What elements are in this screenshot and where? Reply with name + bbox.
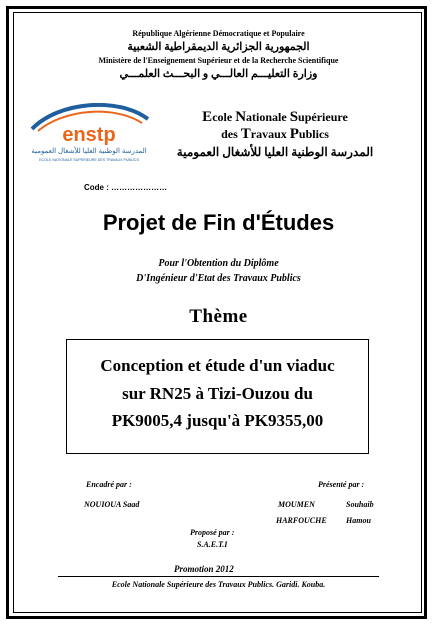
logo-caption-ar: المدرسة الوطنية العليا للأشغال العمومية	[31, 148, 147, 155]
diploma-line-2: D'Ingénieur d'Etat des Travaux Publics	[136, 273, 301, 284]
republic-fr: République Algérienne Démocratique et Populaire	[132, 29, 305, 38]
theme-line-1: Conception et étude d'un viaduc	[100, 356, 335, 375]
footer-divider	[58, 576, 379, 577]
document-title: Projet de Fin d'Études	[102, 210, 335, 235]
code-field: Code : …………………	[84, 183, 168, 192]
logo-graphic	[24, 103, 154, 169]
student-1-last: MOUMEN	[278, 500, 315, 509]
diploma-line-1: Pour l'Obtention du Diplôme	[158, 258, 279, 269]
school-name-line2: des Travaux Publics	[221, 126, 329, 142]
supervisor-label: Encadré par :	[86, 480, 132, 489]
school-name-line1: Ecole Nationale Supérieure	[202, 109, 348, 125]
proposed-value: S.A.E.T.I	[197, 540, 228, 549]
school-name-fr	[150, 109, 400, 143]
students-label: Présenté par :	[318, 480, 365, 489]
school-logo	[24, 103, 154, 169]
proposed-label: Proposé par :	[190, 528, 235, 537]
footer-text: Ecole Nationale Supérieure des Travaux Publics. Garidi. Kouba.	[111, 580, 326, 589]
student-2-first: Hamou	[346, 516, 371, 525]
student-2-last: HARFOUCHE	[276, 516, 327, 525]
ministry-fr: Ministère de l'Enseignement Supérieur et de la Recherche Scientifique	[98, 56, 339, 65]
logo-text: enstp	[62, 124, 116, 146]
theme-label: Thème	[189, 306, 248, 327]
theme-line-2: sur RN25 à Tizi-Ouzou du	[122, 384, 313, 403]
student-1-first: Souhaib	[346, 500, 374, 509]
promotion: Promotion 2012	[174, 564, 234, 574]
school-name-ar: المدرسة الوطنية العليا للأشغال العمومية	[176, 145, 374, 159]
ministry-ar: وزارة التعليـــم العالـــي و البحـــث العلمـــي	[119, 68, 318, 80]
theme-line-3: PK9005,4 jusqu'à PK9355,00	[111, 411, 324, 430]
supervisor-name: NOUIOUA Saad	[84, 500, 140, 509]
logo-caption-fr: ECOLE NATIONALE SUPERIEURE DES TRAVAUX PUBLICS	[39, 158, 139, 162]
republic-ar: الجمهورية الجزائرية الديمقراطية الشعبية	[127, 41, 310, 53]
